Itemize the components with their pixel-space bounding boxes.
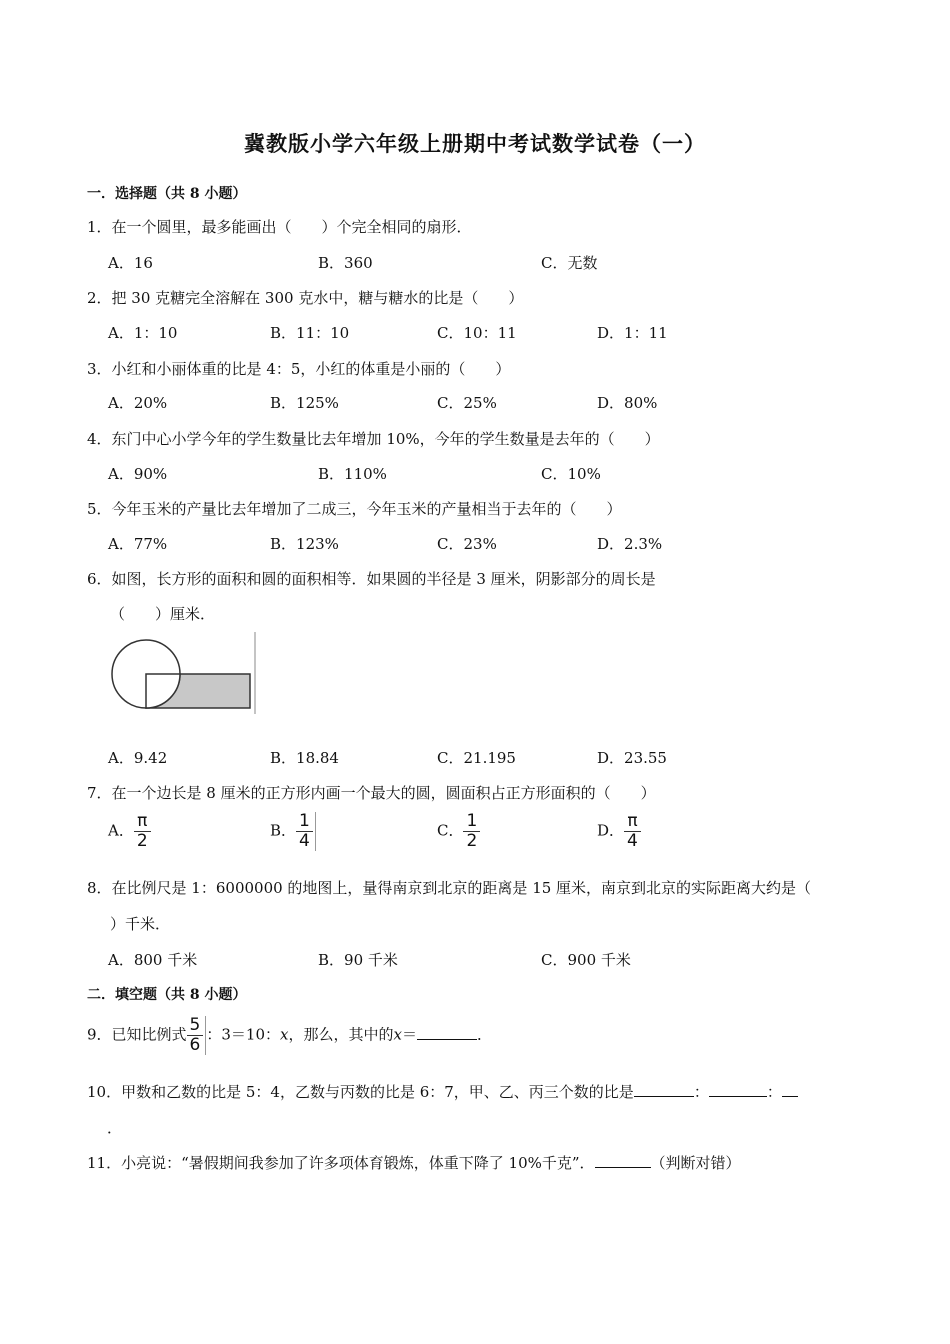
q9-variable-2: x — [393, 1025, 402, 1044]
q11-answer-blank[interactable] — [595, 1153, 651, 1168]
q10-answer-blank-3[interactable] — [782, 1082, 798, 1097]
question-3: 3．小红和小丽体重的比是 4：5，小红的体重是小丽的（ ） — [87, 360, 511, 378]
q3-option-a: A．20% — [108, 394, 168, 412]
q9-prefix: 9．已知比例式 — [87, 1025, 187, 1044]
q11-tail: （判断对错） — [650, 1154, 741, 1172]
q10-answer-blank-1[interactable] — [634, 1082, 694, 1097]
q5-option-b: B．123% — [270, 535, 339, 553]
q10-end: ． — [107, 1119, 123, 1137]
q8-option-b: B．90 千米 — [318, 951, 398, 969]
q2-option-d: D．1：11 — [597, 324, 668, 342]
fraction-numerator: 1 — [299, 811, 310, 831]
q3-option-c: C．25% — [437, 394, 497, 412]
fraction-numerator: π — [137, 811, 148, 831]
question-5: 5．今年玉米的产量比去年增加了二成三，今年玉米的产量相当于去年的（ ） — [87, 500, 622, 518]
q6-option-c: C．21.195 — [437, 749, 516, 767]
q1-option-c: C．无数 — [541, 254, 598, 272]
q8-option-a: A．800 千米 — [108, 951, 198, 969]
q7-option-b-fraction — [296, 812, 316, 851]
q8-option-c: C．900 千米 — [541, 951, 631, 969]
page-title: 冀教版小学六年级上册期中考试数学试卷（一） — [244, 131, 706, 156]
q3-option-d: D．80% — [597, 394, 658, 412]
q11-text: 11．小亮说：“暑假期间我参加了许多项体育锻炼，体重下降了 10%千克”． — [87, 1154, 595, 1172]
q7-option-a-fraction — [134, 812, 151, 851]
q4-option-a: A．90% — [108, 465, 168, 483]
q10-sep-1: ： — [693, 1083, 709, 1101]
q7-option-d-fraction — [624, 812, 641, 851]
q4-option-c: C．10% — [541, 465, 601, 483]
fraction-denominator: 4 — [296, 831, 313, 851]
q10-sep-2: ： — [766, 1083, 782, 1101]
q9-ratio-text: ：3＝10： — [206, 1025, 281, 1044]
q6-option-d: D．23.55 — [597, 749, 667, 767]
q5-option-a: A．77% — [108, 535, 168, 553]
q9-fraction — [187, 1016, 207, 1055]
q7-option-c — [437, 812, 480, 851]
q7-option-c-label: C． — [437, 821, 464, 840]
question-1: 1．在一个圆里，最多能画出（ ）个完全相同的扇形． — [87, 218, 472, 236]
question-10 — [87, 1081, 798, 1102]
q10-text: 10．甲数和乙数的比是 5：4，乙数与丙数的比是 6：7，甲、乙、丙三个数的比是 — [87, 1083, 634, 1101]
q9-equals: ＝ — [401, 1025, 417, 1044]
fraction-numerator: 1 — [466, 811, 478, 831]
q1-option-a: A．16 — [108, 254, 153, 272]
q7-option-b-label: B． — [270, 821, 297, 840]
question-9 — [87, 1016, 492, 1055]
fraction-numerator: 5 — [189, 1015, 201, 1035]
section-heading-fill-in: 二．填空题（共 8 小题） — [87, 987, 247, 1003]
circle-rectangle-figure — [108, 628, 260, 716]
q5-option-d: D．2.3% — [597, 535, 663, 553]
q2-option-c: C．10：11 — [437, 324, 517, 342]
q9-answer-blank[interactable] — [417, 1025, 477, 1040]
fraction-denominator: 6 — [187, 1035, 204, 1055]
q1-option-b: B．360 — [318, 254, 373, 272]
fraction-denominator: 2 — [463, 831, 480, 851]
q6-option-a: A．9.42 — [108, 749, 168, 767]
question-4: 4．东门中心小学今年的学生数量比去年增加 10%，今年的学生数量是去年的（ ） — [87, 430, 660, 448]
question-11 — [87, 1152, 741, 1173]
fraction-denominator: 4 — [624, 831, 641, 851]
q9-text: ，那么，其中的 — [288, 1025, 394, 1044]
q7-option-b — [270, 812, 316, 851]
q7-option-d — [597, 812, 641, 851]
question-7: 7．在一个边长是 8 厘米的正方形内画一个最大的圆，圆面积占正方形面积的（ ） — [87, 784, 656, 802]
q7-option-a — [108, 812, 151, 851]
q9-end: ． — [476, 1025, 492, 1044]
q10-answer-blank-2[interactable] — [709, 1082, 767, 1097]
question-8-continued: ）千米． — [110, 915, 171, 933]
q9-variable: x — [280, 1025, 289, 1044]
fraction-denominator: 2 — [134, 831, 151, 851]
q7-option-d-label: D． — [597, 821, 625, 840]
q6-option-b: B．18.84 — [270, 749, 339, 767]
q4-option-b: B．110% — [318, 465, 387, 483]
question-6: 6．如图，长方形的面积和圆的面积相等．如果圆的半径是 3 厘米，阴影部分的周长是 — [87, 570, 656, 588]
question-8: 8．在比例尺是 1：6000000 的地图上，量得南京到北京的距离是 15 厘米，南京到北京的实际距离大约是（ — [87, 879, 812, 897]
q7-option-c-fraction — [463, 812, 480, 851]
q7-option-a-label: A． — [108, 821, 134, 840]
fraction-numerator: π — [627, 811, 638, 831]
q5-option-c: C．23% — [437, 535, 497, 553]
question-6-continued: （ ）厘米． — [110, 605, 216, 623]
q2-option-b: B．11：10 — [270, 324, 350, 342]
q3-option-b: B．125% — [270, 394, 339, 412]
section-heading-choice: 一．选择题（共 8 小题） — [87, 186, 247, 202]
question-2: 2．把 30 克糖完全溶解在 300 克水中，糖与糖水的比是（ ） — [87, 289, 524, 307]
q2-option-a: A．1：10 — [108, 324, 178, 342]
